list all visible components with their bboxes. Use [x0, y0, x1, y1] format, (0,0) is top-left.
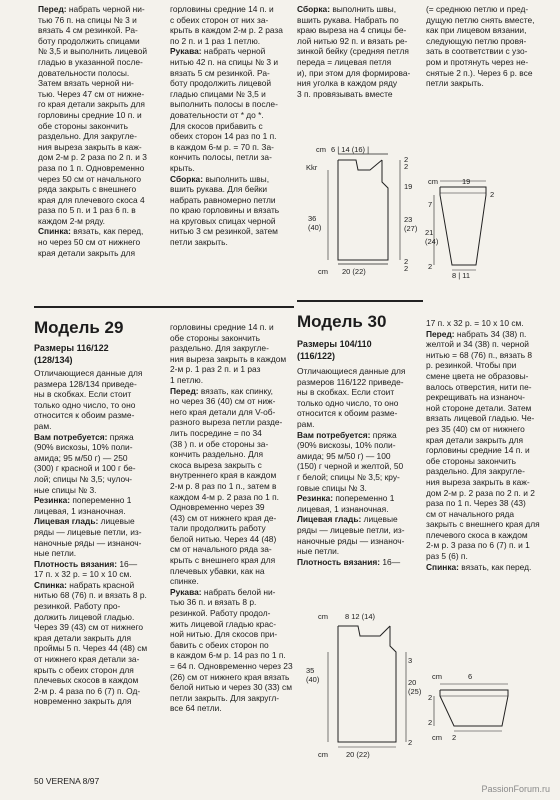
text-line: Одновременно через 39	[170, 502, 265, 513]
schema-1-side-1: 19	[404, 182, 413, 191]
upper-column-1	[38, 4, 166, 258]
text-line: см от начального ряда за-	[170, 544, 272, 555]
schema-2-right-1: 2	[490, 190, 495, 199]
text-line: = 64 п. Одновременно через 23	[170, 661, 293, 671]
text-line: довательности от * до *.	[170, 109, 264, 120]
schema-1-right-4: 2	[404, 264, 409, 273]
text-line: смене цвета не образовы-	[426, 370, 529, 381]
text-run: лицевые	[100, 516, 135, 527]
schema-1-side-3: 36 (40)	[308, 214, 322, 232]
schema-4-left-1: 2	[428, 693, 433, 702]
text-line: на круговых спицах черной	[170, 215, 276, 226]
text-line: белой нитью. Через 44 (48)	[170, 533, 277, 544]
text-line: нитью 42 п. на спицы № 3 и	[170, 56, 279, 67]
text-line: ния выреза закрыть в каждом	[170, 353, 287, 364]
model-30-column-2	[426, 318, 556, 572]
section-heading: Вам потребуется:	[34, 431, 110, 442]
text-line: зать в соответствии с узо-	[426, 46, 528, 57]
text-line: вшить рукава. Набрать по	[297, 14, 399, 25]
text-run: попеременно 1	[72, 495, 132, 506]
text-line: жить лицевой гладью крас-	[170, 618, 276, 629]
text-line: рекрещивать на изнаноч-	[426, 392, 525, 403]
text-line: ные петли.	[34, 548, 77, 559]
text-line: края детали закрыть для	[426, 434, 524, 445]
text-line: вязать лицевой гладью. Че-	[426, 413, 535, 424]
text-line: по 2 п. и 1 раз 1 петлю.	[170, 35, 261, 46]
text-line	[297, 493, 423, 504]
text-line: дом 2-м р. 2 раза по 2 п. и 3	[38, 152, 147, 163]
schema-3-top: 8 12 (14)	[345, 612, 376, 621]
text-line: раз 5 (6) п.	[426, 551, 468, 562]
text-line: лой нитью 92 п. и вязать ре-	[297, 35, 408, 46]
schema-1-bottom-label: 20 (22)	[342, 267, 366, 276]
text-line: боту продолжить лицевой	[170, 78, 272, 89]
text-line: 3 п. провязывать вместе	[297, 88, 393, 99]
section-heading: Лицевая гладь:	[297, 514, 364, 525]
schema-4-top: 6	[468, 672, 473, 681]
text-line: гладью спицами № 3,5 и	[170, 88, 266, 99]
text-line: ной стороне детали. Затем	[426, 402, 532, 413]
schema-2-bottom: 8 | 11	[452, 271, 471, 280]
text-line: в каждом 6-м р. 14 раз по 1 п.	[170, 650, 286, 661]
text-line: крыть в каждом 2-м р. 2 раза	[170, 25, 283, 36]
text-line: бавить с обеих сторон по	[170, 639, 269, 650]
section-heading: Перед:	[170, 385, 201, 396]
text-line	[38, 226, 166, 237]
text-line: 2-м р. 8 раз по 1 п., затем в	[170, 480, 277, 491]
text-line: набрать равномерно петли	[170, 194, 276, 205]
text-line: через 50 см от начального	[38, 173, 142, 184]
text-line: кончить полосы, петли за-	[170, 152, 272, 163]
text-line: желтой и 34 (38) п. черной	[426, 339, 529, 350]
text-line: нитью 68 (76) п. и вязать 8 р.	[34, 590, 147, 601]
text-line: Через 39 (43) см от нижнего	[34, 622, 144, 633]
text-run: вязать, как спинку,	[200, 385, 273, 396]
text-line	[34, 580, 164, 591]
text-line: размеров 116/122 приведе-	[297, 376, 404, 387]
schema-front-model-30	[300, 612, 422, 762]
text-line: рез 35 (40) см от нижнего	[426, 423, 525, 434]
text-line	[34, 559, 164, 570]
text-line	[34, 432, 164, 443]
text-line: спинке.	[170, 576, 199, 587]
text-line: разного выреза петли разде-	[170, 417, 283, 428]
text-line: 2-м р. 1 раз 2 п. и 1 раз	[170, 364, 261, 375]
text-run: пряжа	[372, 429, 397, 440]
text-line: тью 76 п. на спицы № 3 и	[38, 14, 137, 25]
text-line: в каждом 6-м р. = 70 п. За-	[170, 141, 274, 152]
text-line: все 64 петли.	[170, 703, 222, 714]
text-line: тали продолжить работу	[170, 523, 266, 534]
text-line: новременно закрыть для	[34, 696, 132, 707]
text-line: (90% вискозы, 10% поли-	[34, 442, 133, 453]
text-line: Отличающиеся данные для	[297, 366, 406, 376]
text-line: кончить раздельно. Для	[170, 449, 264, 460]
schema-4-left-2: 2	[428, 718, 433, 727]
text-line: только одно число, то оно	[297, 397, 399, 408]
text-run: набрать черной	[203, 46, 266, 57]
text-line: горловины средние 14 п. и	[170, 4, 274, 14]
text-line: размера 128/134 приведе-	[34, 378, 137, 389]
schema-1-kkr: Kkr	[306, 163, 318, 172]
text-line: гладью в указанной после-	[38, 56, 143, 67]
text-line: резинкой. Работу продол-	[170, 608, 271, 619]
text-line: плечевого скоса в каждом	[426, 529, 528, 540]
section-heading: Сборка:	[297, 4, 333, 14]
text-line	[297, 514, 423, 525]
section-heading: Спинка:	[426, 561, 462, 572]
text-line: 17 п. x 32 р. = 10 x 10 см.	[426, 318, 524, 328]
text-line: боту продолжить спицами	[38, 35, 140, 46]
section-heading: Спинка:	[38, 226, 74, 237]
text-run: набрать красной	[69, 579, 135, 590]
text-line: ряды — лицевые петли, из-	[297, 524, 405, 535]
text-line: края детали закрыть для	[34, 632, 132, 643]
text-line	[426, 562, 556, 573]
text-line: ные петли.	[297, 546, 340, 557]
text-line: плечевых убавки, как на	[170, 565, 265, 576]
text-line: г белой; спицы № 3,5; кру-	[297, 471, 400, 482]
schema-2-left-1: 7	[428, 200, 433, 209]
section-heading: Резинка:	[297, 493, 336, 504]
schema-2-cm: cm	[428, 177, 438, 186]
text-line: с обеих сторон от них за-	[170, 14, 269, 25]
text-line: наночные ряды — изнаноч-	[34, 537, 142, 548]
text-line: петли закрыть.	[426, 78, 484, 89]
text-line: раза по 1 п. Одновременно	[38, 162, 145, 173]
text-run: попеременно 1	[335, 493, 395, 504]
schema-2-left-3: 2	[428, 262, 433, 271]
text-line: рам.	[297, 418, 315, 429]
text-line	[34, 516, 164, 527]
text-run: вязать, как перед,	[73, 226, 144, 237]
model-30-title: Модель 30	[297, 312, 387, 331]
schema-3-right-3: 2	[408, 738, 413, 747]
model-29-column-1	[34, 368, 164, 707]
text-line: края детали закрыть для	[38, 247, 136, 258]
text-line: говые спицы № 3.	[297, 482, 367, 493]
text-line: тью 36 п. и вязать 8 р.	[170, 597, 257, 608]
model-30-column-1	[297, 366, 423, 567]
text-line	[38, 4, 166, 15]
section-rule-right	[297, 300, 423, 302]
text-line: внутреннего края в каждом	[170, 470, 277, 481]
text-line: валось отверстия, нити пе-	[426, 381, 532, 392]
schema-1-cm-label: cm	[316, 145, 326, 154]
text-line: раза по 1 п. Через 38 (43)	[426, 498, 526, 509]
text-line: дущую петлю снять вместе,	[426, 14, 535, 25]
text-line: вязать 4 см резинкой. Ра-	[38, 25, 138, 36]
text-line: плечевых скосов в каждом	[34, 675, 139, 686]
text-line: ны в скобках. Если стоит	[34, 389, 132, 400]
schema-1-right-3: 2	[404, 257, 409, 266]
text-line: обеих сторон 14 раз по 1 п.	[170, 131, 277, 142]
text-line: относится к обоим разме-	[297, 408, 398, 419]
text-line: Затем вязать черной ни-	[38, 78, 134, 89]
text-line: лицевая, 1 изнаночная.	[297, 503, 389, 514]
text-line: тью. Через 47 см от нижне-	[38, 88, 145, 99]
schema-1-top-label: 6 | 14 (16) |	[331, 145, 370, 154]
upper-column-2	[170, 4, 294, 248]
text-run: набрать черной ни-	[68, 4, 145, 14]
text-line: ния уголка в каждом ряду	[297, 78, 398, 89]
text-line: 1 петлю.	[170, 374, 204, 385]
schema-3-right-1: 20 (25)	[408, 678, 422, 696]
text-line	[170, 46, 294, 57]
text-line: ряда закрыть с внешнего	[38, 184, 137, 195]
text-run: 16—	[382, 556, 401, 567]
text-run: лицевые	[363, 514, 398, 525]
section-heading: Рукава:	[170, 586, 204, 597]
text-line: (26) см от нижнего края вязать	[170, 671, 290, 682]
text-line: нитью 3 см резинкой, затем	[170, 226, 278, 237]
section-heading: Перед:	[426, 328, 457, 339]
section-heading: Рукава:	[170, 46, 204, 57]
text-line: см от начального ряда	[426, 508, 515, 519]
schema-1-right-1: 2	[404, 155, 409, 164]
text-line: белой нитью и через 30 (33) см	[170, 682, 292, 693]
model-29-column-2	[170, 322, 294, 714]
text-line: обе стороны закончить	[170, 332, 260, 343]
text-line: снятые 2 п.). Через 6 р. все	[426, 67, 533, 78]
text-run: набрать 34 (38) п.	[456, 328, 527, 339]
text-line	[297, 557, 423, 568]
text-line: раздельно. Для закругле-	[38, 131, 137, 142]
text-line: нитью = 68 (76) п., вязать 8	[426, 349, 533, 360]
text-line: но через 36 (40) см от ниж-	[170, 396, 276, 407]
text-line: рам.	[34, 420, 52, 431]
text-line: (38 ) п. и обе стороны за-	[170, 438, 269, 449]
text-line: раза по 5 п. и 1 раз 6 п. в	[38, 205, 136, 216]
text-line: (150) г черной и желтой, 50	[297, 461, 404, 472]
schema-sleeve-model-30	[428, 672, 548, 752]
text-line: 2-м р. 3 раза по 6 (7) п. и 1	[426, 540, 530, 551]
text-line: № 3,5 и выполнить лицевой	[38, 46, 148, 57]
schema-3-right-2: 3	[408, 656, 413, 665]
text-line: от нижнего края детали за-	[34, 654, 140, 665]
text-line: крыть.	[170, 162, 195, 173]
schema-4-bottom: 2	[452, 733, 457, 742]
text-run: пряжа	[109, 431, 134, 442]
text-line: переда = лицевая петля	[297, 56, 392, 67]
model-30-sizes: Размеры 104/110 (116/122)	[297, 339, 372, 361]
text-line: Отличающиеся данные для	[34, 368, 143, 378]
text-line: петли закрыть. Для закругл-	[170, 692, 280, 703]
section-heading: Вам потребуется:	[297, 429, 373, 440]
text-line: ные спицы № 3.	[34, 484, 97, 495]
section-heading: Перед:	[38, 4, 69, 14]
text-line: наночные ряды — изнаноч-	[297, 535, 405, 546]
text-line: обе стороны закончить	[426, 455, 516, 466]
page-footer: 50 VERENA 8/97	[34, 776, 100, 786]
text-line: должить лицевой гладью.	[34, 611, 135, 622]
text-line	[170, 587, 294, 598]
text-line: горловины средние 14 п. и	[426, 445, 530, 456]
text-line: вшить рукава. Для бейки	[170, 184, 268, 195]
section-heading: Резинка:	[34, 495, 73, 506]
text-line: как при лицевом вязании,	[426, 25, 527, 36]
text-line: амида; 95 м/50 г) — 100	[297, 450, 391, 461]
text-line: го края детали закрыть для	[38, 99, 145, 110]
text-line: ния выреза закрыть в каж-	[38, 141, 142, 152]
upper-column-4	[426, 4, 556, 89]
text-line: 17 п. x 32 р. = 10 x 10 см.	[34, 569, 132, 580]
section-heading: Плотность вязания:	[297, 556, 383, 567]
text-run: выполнить швы,	[205, 173, 270, 184]
section-heading: Спинка:	[34, 579, 70, 590]
schema-1-right-2: 2	[404, 162, 409, 171]
text-line	[297, 4, 423, 15]
text-line: закрыть с внешнего края для	[426, 519, 540, 530]
section-heading: Сборка:	[170, 173, 206, 184]
upper-column-3	[297, 4, 423, 99]
section-rule-left	[34, 306, 294, 308]
section-heading: Лицевая гладь:	[34, 516, 101, 527]
schema-4-bottom-cm: cm	[432, 733, 442, 742]
text-line: дом 2-м р. 2 раза по 2 п. и 2	[426, 487, 535, 498]
schema-2-left-2: 21 (24)	[425, 228, 439, 246]
schema-1-side-2: 23 (27)	[404, 215, 418, 233]
text-line: только одно число, то оно	[34, 399, 136, 410]
schema-1-bottom-cm: cm	[318, 267, 328, 276]
text-line: обе стороны закончить	[38, 120, 128, 131]
watermark: PassionForum.ru	[481, 784, 550, 794]
text-line	[297, 430, 423, 441]
text-line: горловины средние 14 п. и	[170, 322, 274, 332]
text-line: (43) см от нижнего края де-	[170, 512, 277, 523]
text-line: Для скосов прибавить с	[170, 120, 263, 131]
text-line: ны в скобках. Если стоит	[297, 387, 395, 398]
text-run: 16—	[119, 558, 138, 569]
text-line: вязать 5 см резинкой. Ра-	[170, 67, 270, 78]
text-line: петли закрыть.	[170, 237, 228, 248]
text-line: каждом 2-м ряду.	[38, 215, 105, 226]
text-line: лить посредине = по 34	[170, 427, 262, 438]
text-line: 2-м р. 4 раза по 6 (7) п. Од-	[34, 685, 141, 696]
model-29-sizes: Размеры 116/122 (128/134)	[34, 343, 109, 365]
text-line: раздельно. Для закругле-	[170, 343, 269, 354]
text-line: каждом 4-м р. 2 раза по 1 п.	[170, 491, 279, 502]
schema-4-cm: cm	[432, 672, 442, 681]
schema-3-bottom: 20 (22)	[346, 750, 370, 759]
schema-sleeve-model-28	[428, 175, 548, 280]
text-line: ной нитью. Для скосов при-	[170, 629, 278, 640]
text-line: зинкой бейку (средняя петля	[297, 46, 409, 57]
text-line: (300) г красной и 100 г бе-	[34, 463, 136, 474]
text-line: крыть с обеих сторон для	[34, 664, 134, 675]
text-line: (90% вискозы, 10% поли-	[297, 440, 396, 451]
text-line: ряды — лицевые петли, из-	[34, 526, 142, 537]
text-line: резинкой. Работу про-	[34, 601, 121, 612]
text-line: (= среднюю петлю и пред-	[426, 4, 529, 14]
text-line: лицевая, 1 изнаночная.	[34, 505, 126, 516]
text-run: набрать белой ни-	[203, 586, 276, 597]
schema-3-bottom-cm: cm	[318, 750, 328, 759]
text-line: лой; спицы № 3,5; чулоч-	[34, 473, 133, 484]
text-line	[170, 174, 294, 185]
text-run: вязать, как перед.	[461, 561, 532, 572]
text-run: выполнить швы,	[332, 4, 397, 14]
text-line: относится к обоим разме-	[34, 410, 135, 421]
text-line	[426, 329, 556, 340]
text-line: него края детали для V-об-	[170, 406, 276, 417]
text-line: раздельно. Для закругле-	[426, 466, 525, 477]
text-line: р. резинкой. Чтобы при	[426, 360, 517, 371]
text-line: и), при этом для формирова-	[297, 67, 411, 78]
schema-3-cm: cm	[318, 612, 328, 621]
text-line	[34, 495, 164, 506]
text-line: крыть с внешнего края для	[170, 555, 276, 566]
text-line: скоса выреза закрыть с	[170, 459, 262, 470]
text-line: края для плечевого скоса 4	[38, 194, 145, 205]
text-line	[170, 386, 294, 397]
text-line: проймы 5 п. Через 44 (48) см	[34, 643, 148, 654]
text-line: горловины средние 10 п. и	[38, 109, 142, 120]
text-line: довательности полосы.	[38, 67, 130, 78]
text-line: краю выреза на 4 спицы бе-	[297, 25, 407, 36]
text-line: но через 50 см от нижнего	[38, 237, 141, 248]
text-line: ром и протянуть через не-	[426, 56, 529, 67]
text-line: следующую петлю провя-	[426, 35, 527, 46]
schema-2-top-label: 19	[462, 177, 471, 186]
text-line: по краю горловины и вязать	[170, 205, 280, 216]
model-29-title: Модель 29	[34, 318, 124, 337]
text-line: ния выреза закрыть в каж-	[426, 476, 530, 487]
schema-3-left: 35 (40)	[306, 666, 320, 684]
text-line: амида; 95 м/50 г) — 250	[34, 452, 128, 463]
text-line: выполнить полосы в после-	[170, 99, 278, 110]
section-heading: Плотность вязания:	[34, 558, 120, 569]
